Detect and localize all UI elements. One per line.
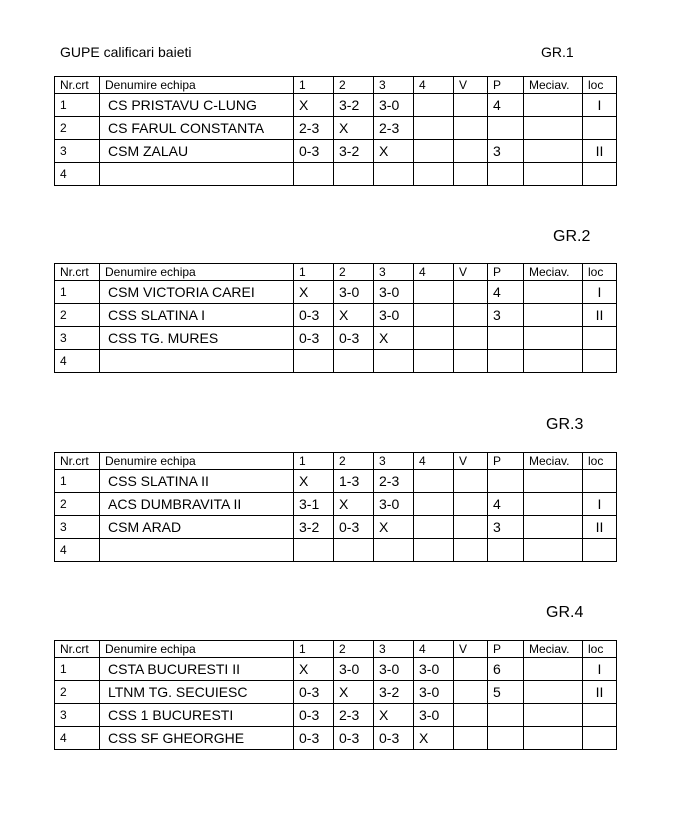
column-header: 1 xyxy=(294,77,334,94)
column-header: 2 xyxy=(334,641,374,658)
wins-cell xyxy=(454,163,488,186)
points-cell: 4 xyxy=(488,281,524,304)
result-2-cell: X xyxy=(334,493,374,516)
column-header: P xyxy=(488,641,524,658)
column-header: Nr.crt xyxy=(55,453,100,470)
column-header: loc xyxy=(583,77,617,94)
match-average-cell xyxy=(524,281,583,304)
column-header: 3 xyxy=(374,264,414,281)
nr-cell: 1 xyxy=(55,470,100,493)
match-average-cell xyxy=(524,304,583,327)
column-header: Denumire echipa xyxy=(100,77,294,94)
place-cell: I xyxy=(583,658,617,681)
points-cell: 5 xyxy=(488,681,524,704)
team-name-cell: CSM VICTORIA CAREI xyxy=(100,281,294,304)
result-3-cell: 3-0 xyxy=(374,493,414,516)
column-header: 2 xyxy=(334,453,374,470)
table-row xyxy=(55,350,617,373)
table-row xyxy=(55,281,617,304)
place-cell xyxy=(583,327,617,350)
nr-cell: 2 xyxy=(55,681,100,704)
column-header: 4 xyxy=(414,77,454,94)
group-label: GR.2 xyxy=(553,228,591,245)
result-4-cell: X xyxy=(414,727,454,750)
team-name-cell: CS PRISTAVU C-LUNG xyxy=(100,94,294,117)
result-1-cell: 0-3 xyxy=(294,140,334,163)
result-4-cell: 3-0 xyxy=(414,704,454,727)
column-header: Meciav. xyxy=(524,453,583,470)
result-4-cell: 3-0 xyxy=(414,658,454,681)
match-average-cell xyxy=(524,470,583,493)
place-cell xyxy=(583,163,617,186)
result-4-cell xyxy=(414,539,454,562)
column-header: V xyxy=(454,453,488,470)
group-table xyxy=(54,263,617,373)
column-header: 3 xyxy=(374,453,414,470)
match-average-cell xyxy=(524,727,583,750)
result-4-cell xyxy=(414,470,454,493)
match-average-cell xyxy=(524,704,583,727)
points-cell xyxy=(488,117,524,140)
points-cell xyxy=(488,539,524,562)
column-header: 1 xyxy=(294,264,334,281)
result-2-cell: X xyxy=(334,117,374,140)
points-cell: 6 xyxy=(488,658,524,681)
result-3-cell xyxy=(374,539,414,562)
match-average-cell xyxy=(524,117,583,140)
result-4-cell xyxy=(414,493,454,516)
result-3-cell: 3-0 xyxy=(374,304,414,327)
column-header: Nr.crt xyxy=(55,77,100,94)
result-1-cell: 0-3 xyxy=(294,704,334,727)
result-2-cell: 0-3 xyxy=(334,727,374,750)
table-row xyxy=(55,304,617,327)
nr-cell: 4 xyxy=(55,539,100,562)
place-cell xyxy=(583,350,617,373)
result-3-cell: 3-2 xyxy=(374,681,414,704)
team-name-cell: ACS DUMBRAVITA II xyxy=(100,493,294,516)
points-cell xyxy=(488,470,524,493)
result-2-cell: 3-0 xyxy=(334,658,374,681)
points-cell xyxy=(488,727,524,750)
nr-cell: 4 xyxy=(55,727,100,750)
result-1-cell: X xyxy=(294,658,334,681)
column-header: V xyxy=(454,264,488,281)
table-row xyxy=(55,117,617,140)
result-3-cell xyxy=(374,350,414,373)
table-row xyxy=(55,658,617,681)
wins-cell xyxy=(454,727,488,750)
points-cell: 3 xyxy=(488,140,524,163)
table-row xyxy=(55,727,617,750)
column-header: Denumire echipa xyxy=(100,453,294,470)
place-cell: II xyxy=(583,140,617,163)
result-3-cell: 3-0 xyxy=(374,94,414,117)
result-1-cell: X xyxy=(294,94,334,117)
team-name-cell: CSS TG. MURES xyxy=(100,327,294,350)
team-name-cell: CSS SF GHEORGHE xyxy=(100,727,294,750)
table-row xyxy=(55,704,617,727)
column-header: loc xyxy=(583,641,617,658)
match-average-cell xyxy=(524,681,583,704)
column-header: 1 xyxy=(294,453,334,470)
match-average-cell xyxy=(524,94,583,117)
result-1-cell: 0-3 xyxy=(294,327,334,350)
place-cell: I xyxy=(583,493,617,516)
nr-cell: 2 xyxy=(55,117,100,140)
table-header-row xyxy=(55,264,617,281)
column-header: Nr.crt xyxy=(55,264,100,281)
result-3-cell: 3-0 xyxy=(374,281,414,304)
points-cell xyxy=(488,163,524,186)
nr-cell: 2 xyxy=(55,304,100,327)
column-header: Denumire echipa xyxy=(100,641,294,658)
wins-cell xyxy=(454,681,488,704)
column-header: 4 xyxy=(414,641,454,658)
table-row xyxy=(55,140,617,163)
column-header: P xyxy=(488,77,524,94)
result-1-cell xyxy=(294,539,334,562)
column-header: 4 xyxy=(414,264,454,281)
nr-cell: 1 xyxy=(55,658,100,681)
result-3-cell: X xyxy=(374,327,414,350)
result-2-cell xyxy=(334,163,374,186)
document-title: GUPE calificari baieti xyxy=(60,44,192,60)
wins-cell xyxy=(454,658,488,681)
table-row xyxy=(55,493,617,516)
wins-cell xyxy=(454,327,488,350)
nr-cell: 2 xyxy=(55,493,100,516)
nr-cell: 3 xyxy=(55,516,100,539)
result-4-cell xyxy=(414,516,454,539)
result-3-cell: X xyxy=(374,704,414,727)
group-label: GR.3 xyxy=(546,416,584,433)
result-3-cell: 0-3 xyxy=(374,727,414,750)
wins-cell xyxy=(454,704,488,727)
nr-cell: 3 xyxy=(55,327,100,350)
result-4-cell: 3-0 xyxy=(414,681,454,704)
match-average-cell xyxy=(524,493,583,516)
nr-cell: 1 xyxy=(55,281,100,304)
table-row xyxy=(55,539,617,562)
table-header-row xyxy=(55,641,617,658)
column-header: 2 xyxy=(334,264,374,281)
result-3-cell: 3-0 xyxy=(374,658,414,681)
nr-cell: 3 xyxy=(55,140,100,163)
result-1-cell: 3-2 xyxy=(294,516,334,539)
wins-cell xyxy=(454,539,488,562)
wins-cell xyxy=(454,470,488,493)
result-2-cell: 0-3 xyxy=(334,516,374,539)
result-1-cell xyxy=(294,163,334,186)
result-2-cell: 1-3 xyxy=(334,470,374,493)
result-2-cell xyxy=(334,539,374,562)
result-3-cell: X xyxy=(374,140,414,163)
result-2-cell: 3-0 xyxy=(334,281,374,304)
match-average-cell xyxy=(524,539,583,562)
result-2-cell: 3-2 xyxy=(334,94,374,117)
team-name-cell: CSM ZALAU xyxy=(100,140,294,163)
place-cell xyxy=(583,704,617,727)
wins-cell xyxy=(454,304,488,327)
column-header: Nr.crt xyxy=(55,641,100,658)
column-header: V xyxy=(454,641,488,658)
result-3-cell xyxy=(374,163,414,186)
result-4-cell xyxy=(414,350,454,373)
result-3-cell: 2-3 xyxy=(374,470,414,493)
table-row xyxy=(55,516,617,539)
group-table xyxy=(54,640,617,750)
result-2-cell xyxy=(334,350,374,373)
group-label: GR.4 xyxy=(546,604,584,621)
wins-cell xyxy=(454,281,488,304)
place-cell: II xyxy=(583,304,617,327)
points-cell: 4 xyxy=(488,94,524,117)
match-average-cell xyxy=(524,516,583,539)
table-header-row xyxy=(55,77,617,94)
match-average-cell xyxy=(524,163,583,186)
result-2-cell: 2-3 xyxy=(334,704,374,727)
column-header: 4 xyxy=(414,453,454,470)
match-average-cell xyxy=(524,327,583,350)
team-name-cell: CS FARUL CONSTANTA xyxy=(100,117,294,140)
column-header: Meciav. xyxy=(524,641,583,658)
result-4-cell xyxy=(414,140,454,163)
match-average-cell xyxy=(524,140,583,163)
team-name-cell: CSS SLATINA I xyxy=(100,304,294,327)
points-cell: 4 xyxy=(488,493,524,516)
points-cell xyxy=(488,704,524,727)
result-1-cell: 0-3 xyxy=(294,681,334,704)
place-cell xyxy=(583,727,617,750)
team-name-cell: CSS SLATINA II xyxy=(100,470,294,493)
result-1-cell: 0-3 xyxy=(294,304,334,327)
group-table xyxy=(54,452,617,562)
nr-cell: 1 xyxy=(55,94,100,117)
table-row xyxy=(55,681,617,704)
column-header: loc xyxy=(583,264,617,281)
column-header: V xyxy=(454,77,488,94)
result-4-cell xyxy=(414,94,454,117)
column-header: Meciav. xyxy=(524,77,583,94)
nr-cell: 4 xyxy=(55,163,100,186)
column-header: Meciav. xyxy=(524,264,583,281)
wins-cell xyxy=(454,140,488,163)
team-name-cell: LTNM TG. SECUIESC xyxy=(100,681,294,704)
column-header: 1 xyxy=(294,641,334,658)
result-1-cell: 0-3 xyxy=(294,727,334,750)
match-average-cell xyxy=(524,658,583,681)
wins-cell xyxy=(454,493,488,516)
nr-cell: 3 xyxy=(55,704,100,727)
team-name-cell xyxy=(100,163,294,186)
result-4-cell xyxy=(414,304,454,327)
team-name-cell: CSM ARAD xyxy=(100,516,294,539)
table-row xyxy=(55,94,617,117)
team-name-cell xyxy=(100,539,294,562)
place-cell: I xyxy=(583,94,617,117)
table-header-row xyxy=(55,453,617,470)
result-1-cell: X xyxy=(294,281,334,304)
points-cell: 3 xyxy=(488,516,524,539)
team-name-cell: CSTA BUCURESTI II xyxy=(100,658,294,681)
result-4-cell xyxy=(414,163,454,186)
column-header: loc xyxy=(583,453,617,470)
result-2-cell: 3-2 xyxy=(334,140,374,163)
column-header: Denumire echipa xyxy=(100,264,294,281)
place-cell xyxy=(583,539,617,562)
column-header: P xyxy=(488,453,524,470)
result-3-cell: 2-3 xyxy=(374,117,414,140)
wins-cell xyxy=(454,516,488,539)
wins-cell xyxy=(454,117,488,140)
table-row xyxy=(55,163,617,186)
nr-cell: 4 xyxy=(55,350,100,373)
team-name-cell: CSS 1 BUCURESTI xyxy=(100,704,294,727)
result-1-cell: 2-3 xyxy=(294,117,334,140)
team-name-cell xyxy=(100,350,294,373)
result-1-cell xyxy=(294,350,334,373)
result-2-cell: X xyxy=(334,681,374,704)
column-header: 2 xyxy=(334,77,374,94)
result-4-cell xyxy=(414,281,454,304)
place-cell: II xyxy=(583,681,617,704)
result-3-cell: X xyxy=(374,516,414,539)
points-cell xyxy=(488,350,524,373)
points-cell xyxy=(488,327,524,350)
table-row xyxy=(55,327,617,350)
column-header: 3 xyxy=(374,77,414,94)
column-header: P xyxy=(488,264,524,281)
match-average-cell xyxy=(524,350,583,373)
result-1-cell: X xyxy=(294,470,334,493)
result-2-cell: X xyxy=(334,304,374,327)
result-4-cell xyxy=(414,327,454,350)
wins-cell xyxy=(454,94,488,117)
result-2-cell: 0-3 xyxy=(334,327,374,350)
place-cell xyxy=(583,470,617,493)
column-header: 3 xyxy=(374,641,414,658)
group-table xyxy=(54,76,617,186)
table-row xyxy=(55,470,617,493)
result-1-cell: 3-1 xyxy=(294,493,334,516)
points-cell: 3 xyxy=(488,304,524,327)
place-cell xyxy=(583,117,617,140)
wins-cell xyxy=(454,350,488,373)
result-4-cell xyxy=(414,117,454,140)
place-cell: II xyxy=(583,516,617,539)
place-cell: I xyxy=(583,281,617,304)
group-label: GR.1 xyxy=(541,44,574,60)
